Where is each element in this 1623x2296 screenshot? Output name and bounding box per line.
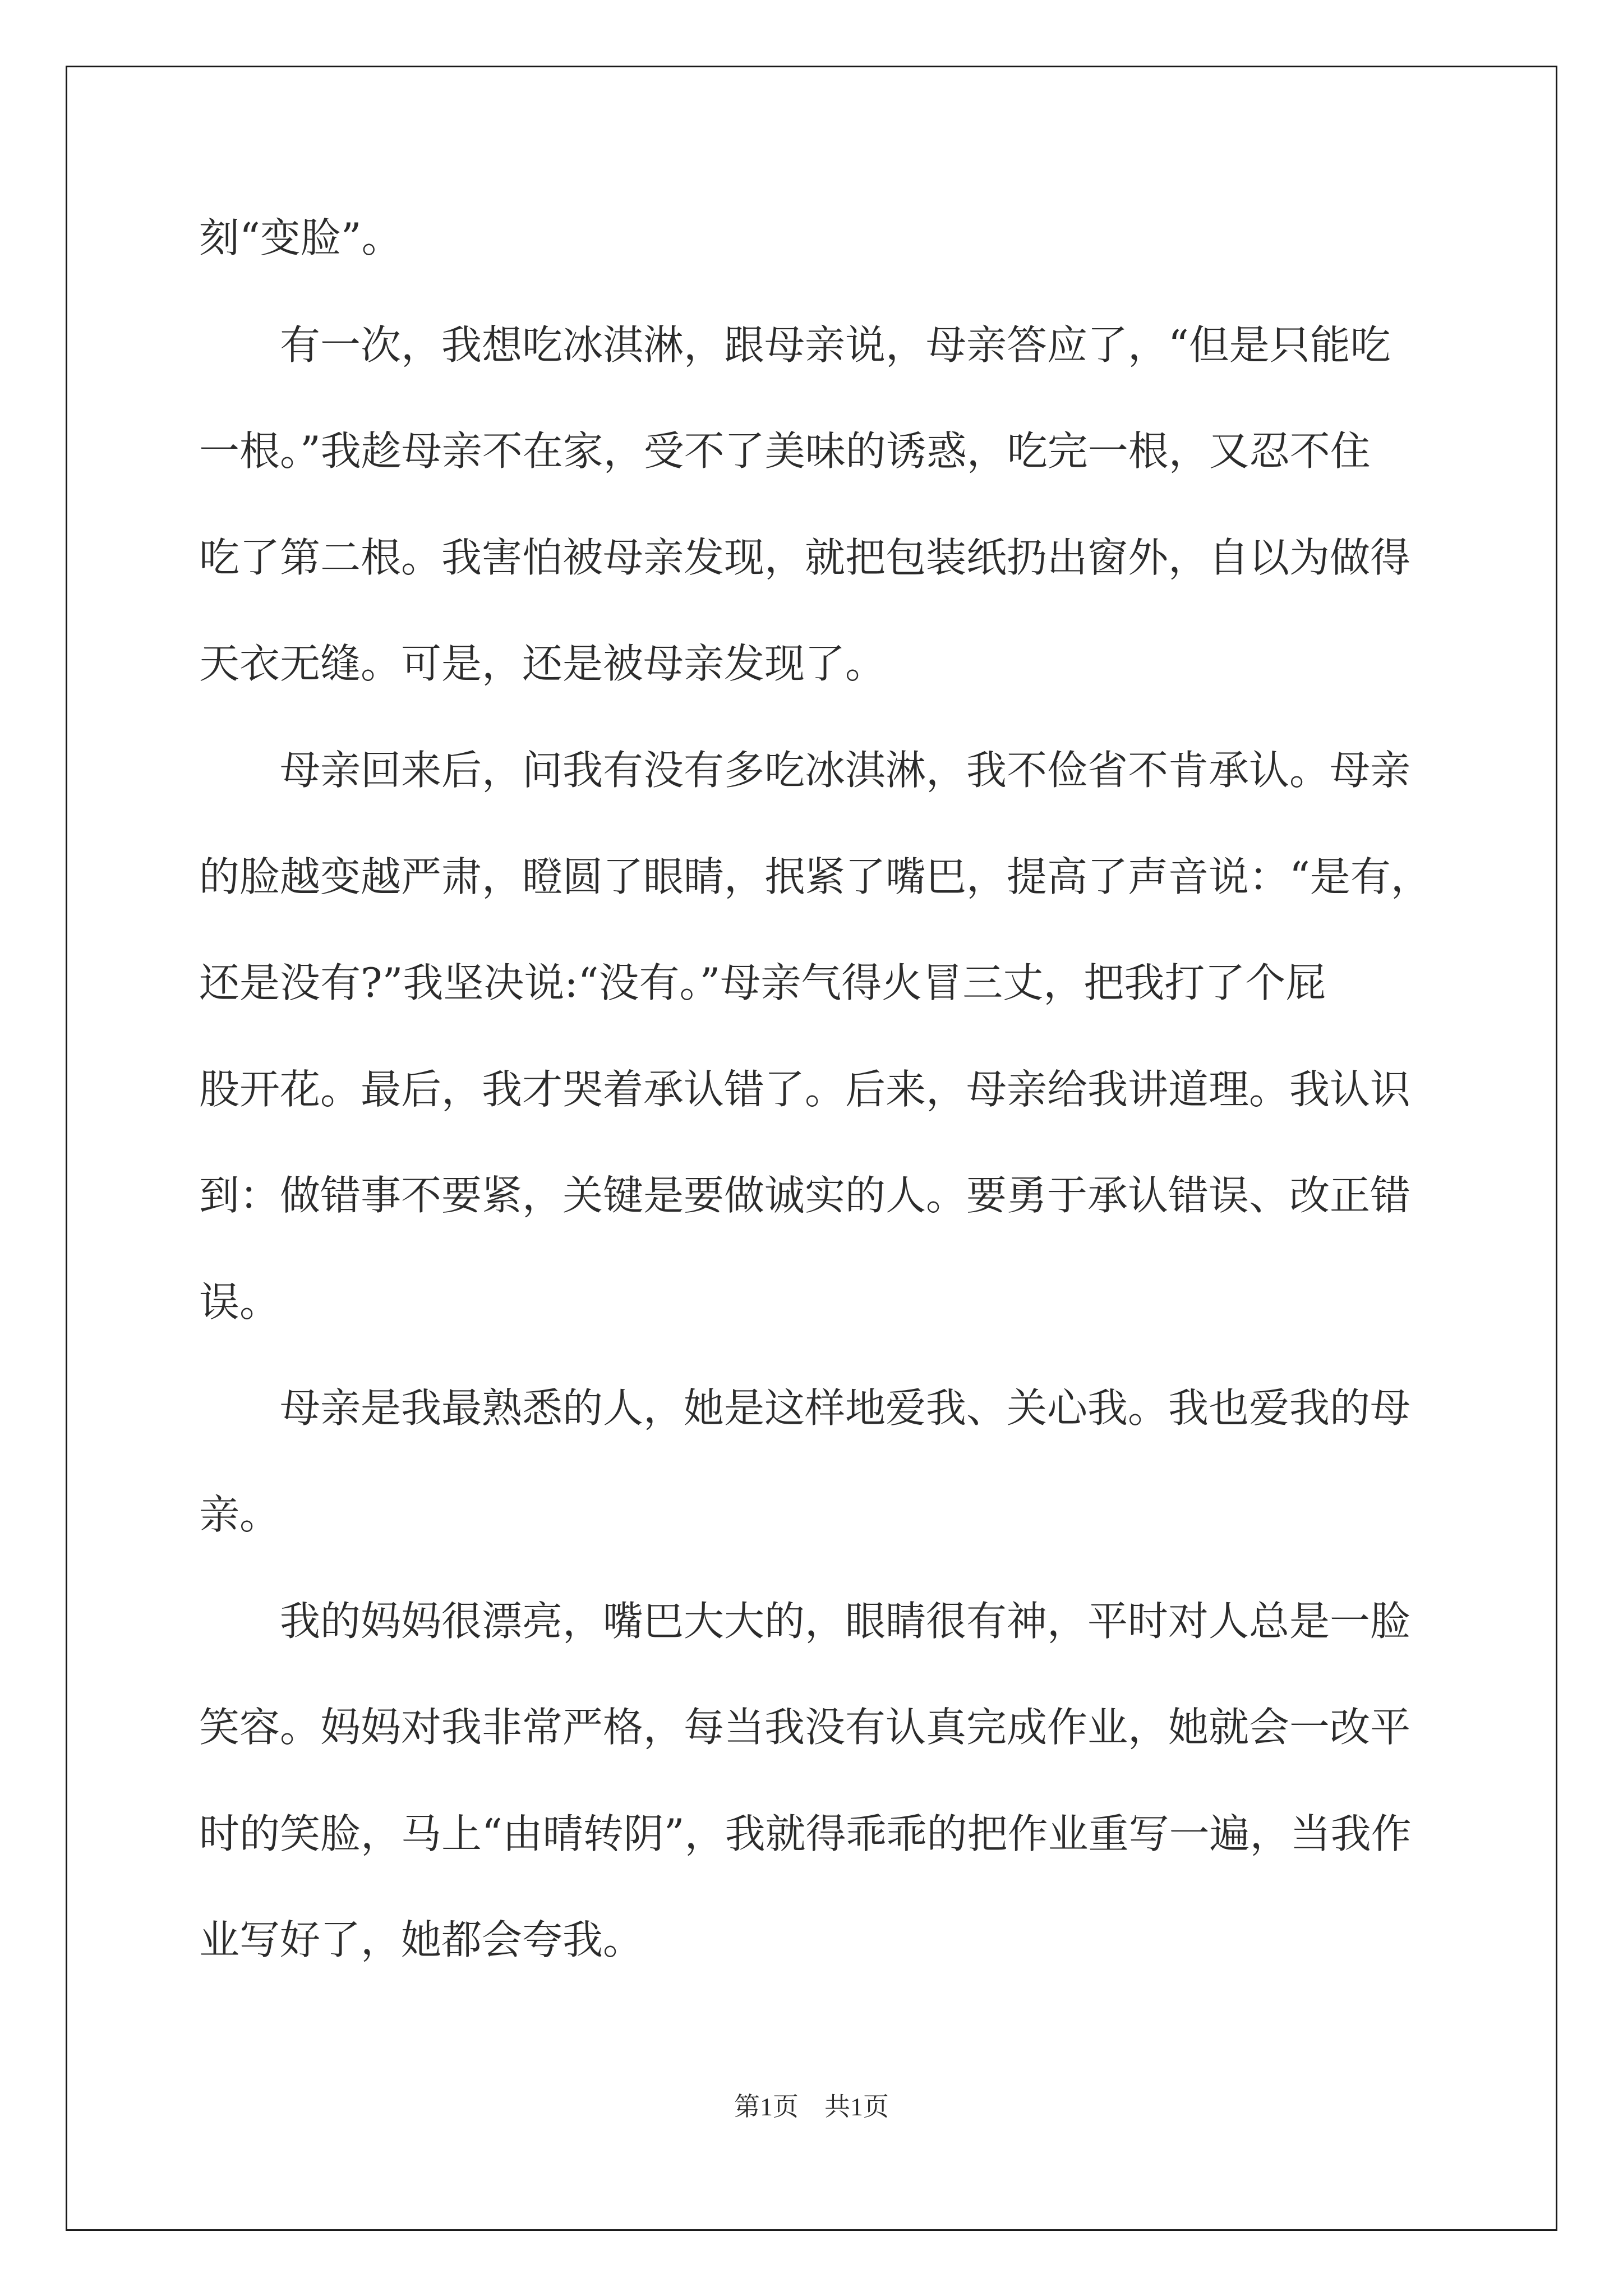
body-text-line: 误。	[199, 1278, 280, 1326]
body-text-line: 还是没有?”我坚决说:“没有。”母亲气得火冒三丈，把我打了个屁	[199, 959, 1326, 1006]
body-text-line: 我的妈妈很漂亮，嘴巴大大的，眼睛很有神，平时对人总是一脸	[199, 1598, 1411, 1645]
page-border	[66, 66, 1557, 2231]
body-text-line: 刻“变脸”。	[199, 214, 402, 261]
page-number-footer: 第1页 共1页	[734, 2092, 889, 2121]
body-text-line: 股开花。最后，我才哭着承认错了。后来，母亲给我讲道理。我认识	[199, 1066, 1411, 1113]
body-text-line: 笑容。妈妈对我非常严格，每当我没有认真完成作业，她就会一改平	[199, 1704, 1411, 1751]
body-text-line: 到：做错事不要紧，关键是要做诚实的人。要勇于承认错误、改正错	[199, 1172, 1411, 1219]
body-text-line: 母亲是我最熟悉的人，她是这样地爱我、关心我。我也爱我的母	[199, 1384, 1411, 1432]
body-text-line: 吃了第二根。我害怕被母亲发现，就把包装纸扔出窗外，自以为做得	[199, 534, 1411, 581]
body-text-line: 母亲回来后，问我有没有多吃冰淇淋，我不俭省不肯承认。母亲	[199, 747, 1411, 794]
body-text-line: 业写好了，她都会夸我。	[199, 1916, 644, 1963]
body-text-line: 有一次，我想吃冰淇淋，跟母亲说，母亲答应了，“但是只能吃	[199, 321, 1391, 369]
body-text-line: 亲。	[199, 1491, 280, 1538]
body-text-line: 时的笑脸，马上“由晴转阴”，我就得乖乖的把作业重写一遍，当我作	[199, 1810, 1412, 1857]
body-text-line: 的脸越变越严肃，瞪圆了眼睛，抿紧了嘴巴，提高了声音说：“是有，	[199, 853, 1431, 900]
body-text-line: 天衣无缝。可是，还是被母亲发现了。	[199, 640, 886, 687]
body-text-line: 一根。”我趁母亲不在家，受不了美味的诱惑，吃完一根，又忍不住	[199, 427, 1371, 475]
